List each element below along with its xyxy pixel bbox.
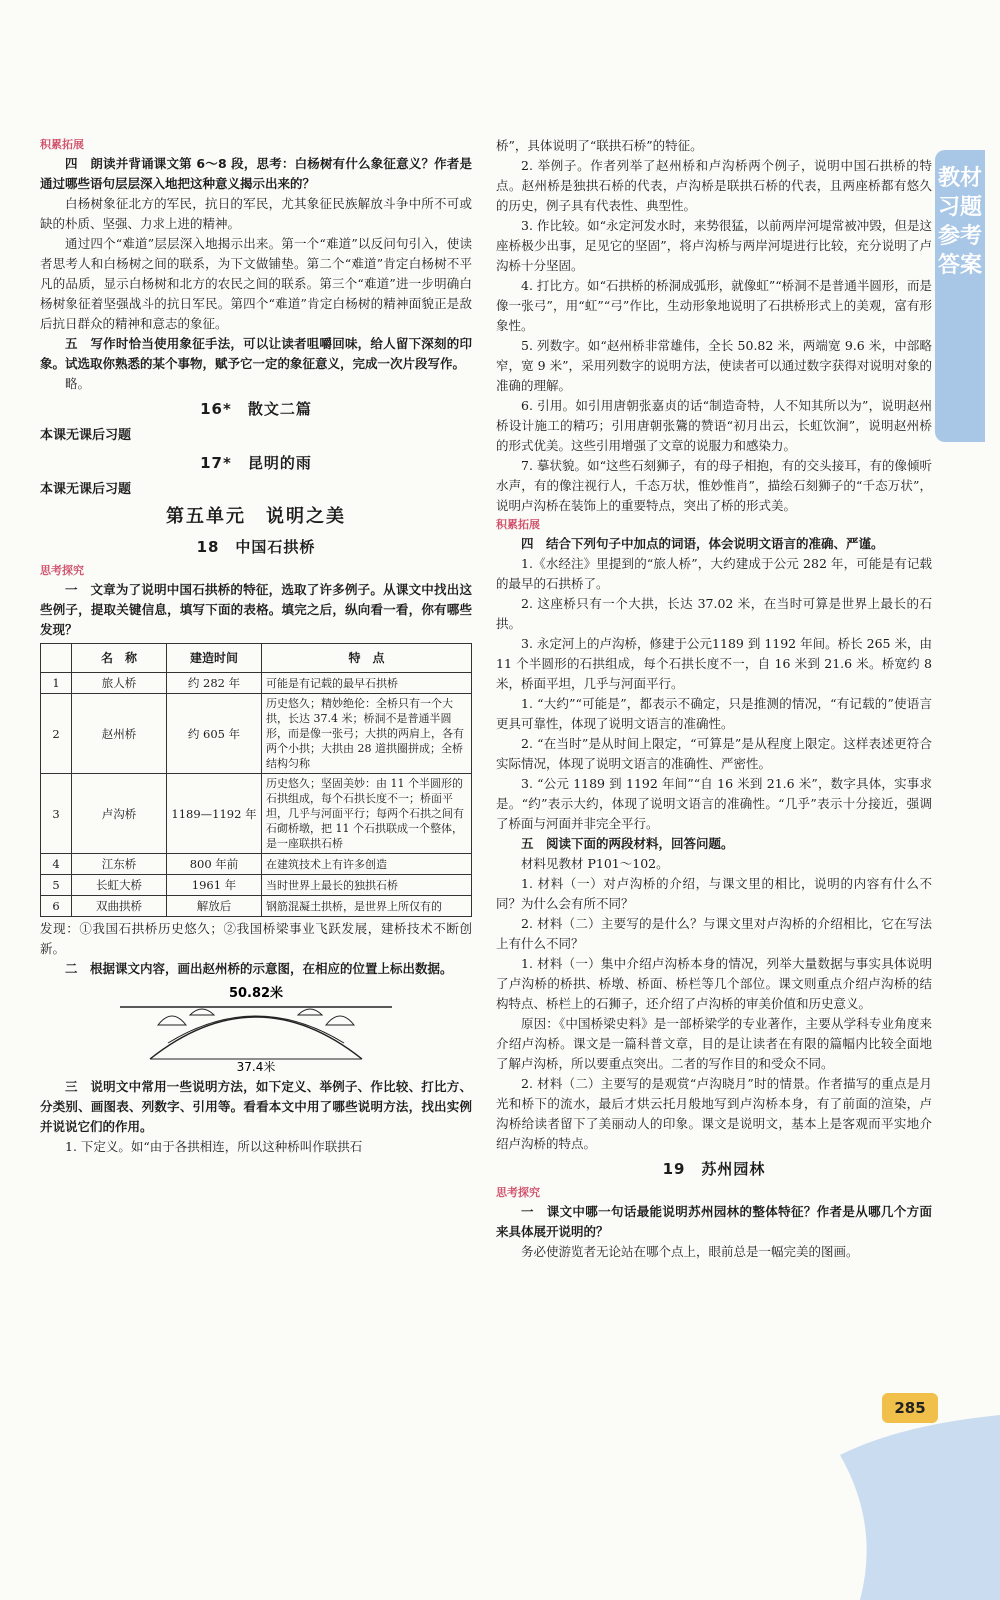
table-cell: 约 282 年 xyxy=(167,673,262,694)
section-tag: 思考探究 xyxy=(40,564,84,577)
table-header: 特 点 xyxy=(262,644,472,673)
question-5-title: 五 阅读下面的两段材料，回答问题。 xyxy=(521,836,734,851)
table-cell: 3 xyxy=(41,774,72,854)
answer-paragraph: 3. “公元 1189 到 1192 年间”“自 16 米到 21.6 米”，数字具体，实事求是。“约”表示大约，体现了说明文语言的准确性。“几乎”表示十分接近，强调了桥面与河面并非完全平行。 xyxy=(496,776,932,831)
answer-paragraph: 桥”，具体说明了“联拱石桥”的特征。 xyxy=(496,138,703,153)
table-cell: 在建筑技术上有许多创造 xyxy=(262,854,472,875)
answer-paragraph: 5. 列数字。如“赵州桥非常雄伟，全长 50.82 米，两端宽 9.6 米，中部略窄，宽 9 米”，采用列数字的说明方法，使读者可以通过数字获得对说明对象的准确的理解。 xyxy=(496,338,932,393)
diagram-length-label: 50.82米 xyxy=(228,986,284,1001)
answer-paragraph: 6. 引用。如引用唐朝张嘉贞的话“制造奇特，人不知其所以为”，说明赵州桥设计施工的精巧；引用唐朝张鷟的赞语“初月出云，长虹饮涧”，说明赵州桥的形式优美。这些引用增强了文章的说服力和感染力。 xyxy=(496,398,932,453)
table-row xyxy=(41,774,472,854)
answer-paragraph: 务必使游览者无论站在哪个点上，眼前总是一幅完美的图画。 xyxy=(521,1244,859,1259)
table-cell: 1 xyxy=(41,673,72,694)
table-header-row xyxy=(41,644,472,673)
table-cell: 长虹大桥 xyxy=(72,875,167,896)
answer-paragraph: 2. 举例子。作者列举了赵州桥和卢沟桥两个例子，说明中国石拱桥的特点。赵州桥是独拱石桥的代表，卢沟桥是联拱石桥的代表，且两座桥都有悠久的历史，例子具有代表性、典型性。 xyxy=(496,158,932,213)
example-sentence: 2. 这座桥只有一个大拱，长达 37.02 米，在当时可算是世界上最长的石拱。 xyxy=(496,596,932,631)
question-1-title: 一 文章为了说明中国石拱桥的特征，选取了许多例子。从课文中找出这些例子，提取关键信息，填写下面的表格。填完之后，纵向看一看，你有哪些发现？ xyxy=(40,582,472,637)
bridge-table xyxy=(40,643,472,917)
no-exercise-note: 本课无课后习题 xyxy=(40,482,132,497)
side-tab-label: 教材习题参考答案 xyxy=(935,150,985,442)
corner-wave-shape xyxy=(840,1415,1000,1600)
table-cell: 赵州桥 xyxy=(72,694,167,774)
table-cell: 5 xyxy=(41,875,72,896)
table-cell: 历史悠久；精妙绝伦：全桥只有一个大拱，长达 37.4 米；桥洞不是普通半圆形，而是像一张弓；大拱的两肩上，各有两个小拱；大拱由 28 道拱圈拼成；全桥结构匀称 xyxy=(262,694,472,774)
table-cell: 1189—1192 年 xyxy=(167,774,262,854)
answer-paragraph: 1. 下定义。如“由于各拱相连，所以这种桥叫作联拱石 xyxy=(65,1139,363,1154)
zhaozhou-bridge-diagram xyxy=(40,981,472,1073)
table-header xyxy=(41,644,72,673)
sub-question: 2. 材料（二）主要写的是什么？与课文里对卢沟桥的介绍相比，它在写法上有什么不同？ xyxy=(496,916,932,951)
material-source: 材料见教材 P101～102。 xyxy=(521,856,669,871)
table-header: 名 称 xyxy=(72,644,167,673)
table-cell: 历史悠久；坚固美妙：由 11 个半圆形的石拱组成，每个石拱长度不一；桥面平坦，几乎与河面平行；每两个石拱之间有石砌桥墩，把 11 个石拱联成一个整体，是一座联拱石桥 xyxy=(262,774,472,854)
table-cell: 钢筋混凝土拱桥，是世界上所仅有的 xyxy=(262,896,472,917)
table-cell: 800 年前 xyxy=(167,854,262,875)
section-tag: 积累拓展 xyxy=(496,518,540,531)
small-arch xyxy=(158,1016,186,1025)
sub-question: 1. 材料（一）对卢沟桥的介绍，与课文里的相比，说明的内容有什么不同？为什么会有所不同？ xyxy=(496,876,932,911)
answer-paragraph: 7. 摹状貌。如“这些石刻狮子，有的母子相抱，有的交头接耳，有的像倾听水声，有的像注视行人，千态万状，惟妙惟肖”，描绘石刻狮子的“千态万状”，说明卢沟桥在装饰上的重要特点，突出了桥的形式美。 xyxy=(496,458,932,513)
answer-paragraph: 通过四个“难道”层层深入地揭示出来。第一个“难道”以反问句引入，使读者思考人和白杨树之间的联系，为下文做铺垫。第二个“难道”肯定白杨树不平凡的品质，显示白杨树和北方的农民之间的联系。第三个“难道”进一步明确白杨树象征着坚强战斗的抗日军民。第四个“难道”肯定白杨树的精神面貌正是敌后抗日群众的精神和意志的象征。 xyxy=(40,236,472,331)
lesson-title-17: 17* 昆明的雨 xyxy=(200,454,312,472)
small-arch xyxy=(190,1009,214,1015)
example-sentence: 1.《水经注》里提到的“旅人桥”，大约建成于公元 282 年，可能是有记载的最早的石拱桥了。 xyxy=(496,556,932,591)
answer-paragraph: 2. 材料（二）主要写的是观赏“卢沟晓月”时的情景。作者描写的重点是月光和桥下的流水，最后才烘云托月般地写到卢沟桥本身，有了前面的渲染，卢沟桥给读者留下了美丽动人的印象。课文是说明文，基本上是客观而平实地介绍卢沟桥的特点。 xyxy=(496,1076,932,1151)
no-exercise-note: 本课无课后习题 xyxy=(40,428,132,443)
question-4-title: 四 朗读并背诵课文第 6～8 段，思考：白杨树有什么象征意义？作者是通过哪些语句层层深入地把这种意义揭示出来的？ xyxy=(40,156,472,191)
question-3-title: 三 说明文中常用一些说明方法，如下定义、举例子、作比较、打比方、分类别、画图表、列数字、引用等。看看本文中用了哪些说明方法，找出实例并说说它们的作用。 xyxy=(40,1079,472,1134)
question-2-title: 二 根据课文内容，画出赵州桥的示意图，在相应的位置上标出数据。 xyxy=(65,961,453,976)
inner-arch xyxy=(168,1016,344,1043)
table-row xyxy=(41,673,472,694)
table-cell: 可能是有记载的最早石拱桥 xyxy=(262,673,472,694)
lesson-title-18: 18 中国石拱桥 xyxy=(196,538,316,556)
table-row xyxy=(41,694,472,774)
answer-paragraph: 原因：《中国桥梁史料》是一部桥梁学的专业著作，主要从学科专业角度来介绍卢沟桥。课文是一篇科普文章，目的是让读者在有限的篇幅内比较全面地了解卢沟桥，所以要重点突出。二者的写作目的和受众不同。 xyxy=(496,1016,932,1071)
page-number: 285 xyxy=(882,1393,938,1423)
left-column xyxy=(40,136,472,1157)
small-arch xyxy=(298,1009,322,1015)
table-row xyxy=(41,854,472,875)
table-header: 建造时间 xyxy=(167,644,262,673)
question-4-title: 四 结合下列句子中加点的词语，体会说明文语言的准确、严谨。 xyxy=(521,536,884,551)
right-column xyxy=(496,136,932,1262)
main-arch xyxy=(150,1017,362,1059)
diagram-span-label: 37.4米 xyxy=(236,1060,276,1073)
section-tag: 积累拓展 xyxy=(40,138,84,151)
answer-paragraph: 4. 打比方。如“石拱桥的桥洞成弧形，就像虹”“桥洞不是普通半圆形，而是像一张弓”，用“虹”“弓”作比，生动形象地说明了石拱桥形式上的美观，富有形象性。 xyxy=(496,278,932,333)
small-arch xyxy=(326,1016,354,1025)
table-cell: 约 605 年 xyxy=(167,694,262,774)
question-1-title: 一 课文中哪一句话最能说明苏州园林的整体特征？作者是从哪几个方面来具体展开说明的？ xyxy=(496,1204,932,1239)
table-cell: 2 xyxy=(41,694,72,774)
answer-paragraph: 3. 作比较。如“永定河发水时，来势很猛，以前两岸河堤常被冲毁，但是这座桥极少出事，足见它的坚固”，将卢沟桥与两岸河堤进行比较，充分说明了卢沟桥十分坚固。 xyxy=(496,218,932,273)
table-cell: 江东桥 xyxy=(72,854,167,875)
table-cell: 当时世界上最长的独拱石桥 xyxy=(262,875,472,896)
answer-paragraph: 1. 材料（一）集中介绍卢沟桥本身的情况，列举大量数据与事实具体说明了卢沟桥的桥拱、桥墩、桥面、桥栏等几个部位。课文则重点介绍卢沟桥的结构特点、桥栏上的石狮子，还介绍了卢沟桥的审美价值和历史意义。 xyxy=(496,956,932,1011)
unit-title: 第五单元 说明之美 xyxy=(166,506,346,527)
table-cell: 1961 年 xyxy=(167,875,262,896)
section-tag: 思考探究 xyxy=(496,1186,540,1199)
answer-paragraph: 1. “大约”“可能是”，都表示不确定，只是推测的情况，“有记载的”使语言更具可靠性，体现了说明文语言的准确性。 xyxy=(496,696,932,731)
table-row xyxy=(41,875,472,896)
answer-paragraph: 白杨树象征北方的军民，抗日的军民，尤其象征民族解放斗争中所不可或缺的朴质、坚强、力求上进的精神。 xyxy=(40,196,472,231)
table-cell: 卢沟桥 xyxy=(72,774,167,854)
table-row xyxy=(41,896,472,917)
example-sentence: 3. 永定河上的卢沟桥，修建于公元1189 到 1192 年间。桥长 265 米，由 11 个半圆形的石拱组成，每个石拱长度不一，自 16 米到 21.6 米。桥宽约 8 米，桥面平坦，几乎与河面平行。 xyxy=(496,636,932,691)
table-cell: 旅人桥 xyxy=(72,673,167,694)
table-cell: 4 xyxy=(41,854,72,875)
answer-paragraph: 发现：①我国石拱桥历史悠久；②我国桥梁事业飞跃发展，建桥技术不断创新。 xyxy=(40,921,472,956)
question-5-title: 五 写作时恰当使用象征手法，可以让读者咀嚼回味，给人留下深刻的印象。试选取你熟悉的某个事物，赋予它一定的象征意义，完成一次片段写作。 xyxy=(40,336,472,371)
table-cell: 6 xyxy=(41,896,72,917)
table-cell: 解放后 xyxy=(167,896,262,917)
answer-paragraph: 2. “在当时”是从时间上限定，“可算是”是从程度上限定。这样表述更符合实际情况，体现了说明文语言的准确性、严密性。 xyxy=(496,736,932,771)
lesson-title-16: 16* 散文二篇 xyxy=(200,400,312,418)
lesson-title-19: 19 苏州园林 xyxy=(662,1160,766,1178)
table-cell: 双曲拱桥 xyxy=(72,896,167,917)
answer-paragraph: 略。 xyxy=(65,376,91,391)
corner-decoration xyxy=(840,1415,1000,1600)
